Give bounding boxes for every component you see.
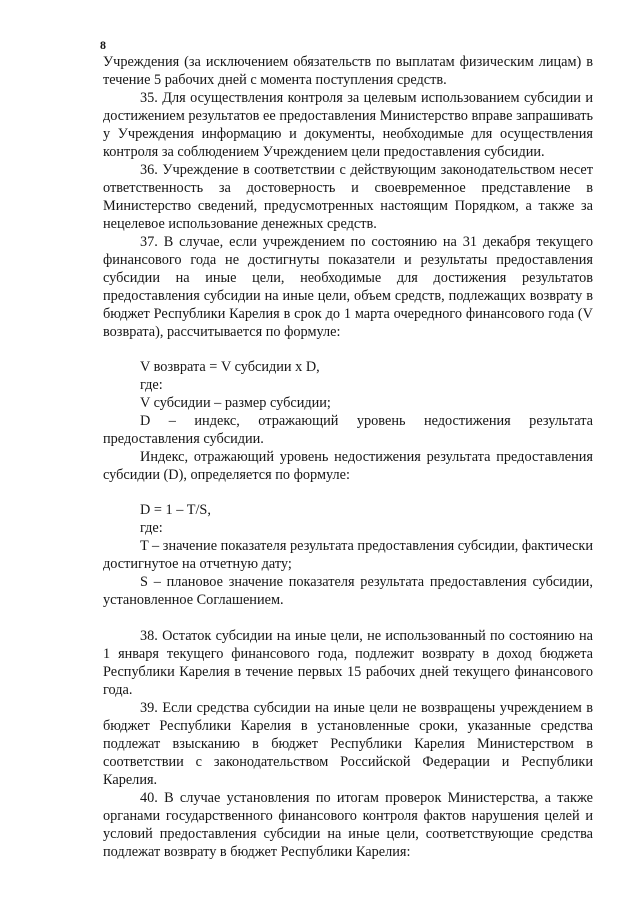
definition-t: T – значение показателя результата предоставления субсидии, фактически достигнутое на отчетную дату; xyxy=(103,538,593,572)
definition-v-subsidy: V субсидии – размер субсидии; xyxy=(140,395,331,411)
paragraph-40: 40. В случае установления по итогам проверок Министерства, а также органами государственного финансового контроля фактов нарушения целей и условий предоставления субсидии на иные цели, соответствующие средства подлежат возврату в бюджет Республики Карелия: xyxy=(103,790,593,860)
formula-d: D = 1 – T/S, xyxy=(140,502,211,518)
spacer xyxy=(103,609,593,627)
spacer xyxy=(103,484,593,501)
spacer xyxy=(103,341,593,358)
definition-d-index: D – индекс, отражающий уровень недостижения результата предоставления субсидии. xyxy=(103,413,593,447)
formula-v-return: V возврата = V субсидии x D, xyxy=(140,359,320,375)
formula-where-label: где: xyxy=(140,520,163,536)
paragraph-index: Индекс, отражающий уровень недостижения результата предоставления субсидии (D), определяется по формуле: xyxy=(103,449,593,483)
paragraph-35: 35. Для осуществления контроля за целевым использованием субсидии и достижением результатов ее предоставления Министерство вправе запрашивать у Учреждения информацию и документы, необходимые для осуществления контроля за соблюдением Учреждением цели предоставления субсидии. xyxy=(103,90,593,160)
formula-where-label: где: xyxy=(140,377,163,393)
page-number: 8 xyxy=(100,38,106,52)
definition-s: S – плановое значение показателя результата предоставления субсидии, установленное Соглашением. xyxy=(103,574,593,608)
document-body xyxy=(103,53,593,861)
paragraph-37: 37. В случае, если учреждением по состоянию на 31 декабря текущего финансового года не достигнуты показатели и результаты предоставления субсидии на иные цели, необходимые для достижения результатов предоставления субсидии на иные цели, объем средств, подлежащих возврату в бюджет Республики Карелия в срок до 1 марта очередного финансового года (V возврата), рассчитывается по формуле: xyxy=(103,234,593,340)
paragraph-36: 36. Учреждение в соответствии с действующим законодательством несет ответственность за достоверность и своевременное представление в Министерство сведений, предусмотренных настоящим Порядком, а также за нецелевое использование денежных средств. xyxy=(103,162,593,232)
paragraph-39: 39. Если средства субсидии на иные цели не возвращены учреждением в бюджет Республики Карелия в установленные сроки, указанные средства подлежат взысканию в бюджет Республики Карелия Министерством в соответствии с законодательством Российской Федерации и Республики Карелия. xyxy=(103,700,593,788)
paragraph-38: 38. Остаток субсидии на иные цели, не использованный по состоянию на 1 января текущего финансового года, подлежит возврату в доход бюджета Республики Карелия в течение первых 15 рабочих дней текущего финансового года. xyxy=(103,628,593,698)
paragraph-continuation: Учреждения (за исключением обязательств по выплатам физическим лицам) в течение 5 рабочих дней с момента поступления средств. xyxy=(103,54,593,88)
